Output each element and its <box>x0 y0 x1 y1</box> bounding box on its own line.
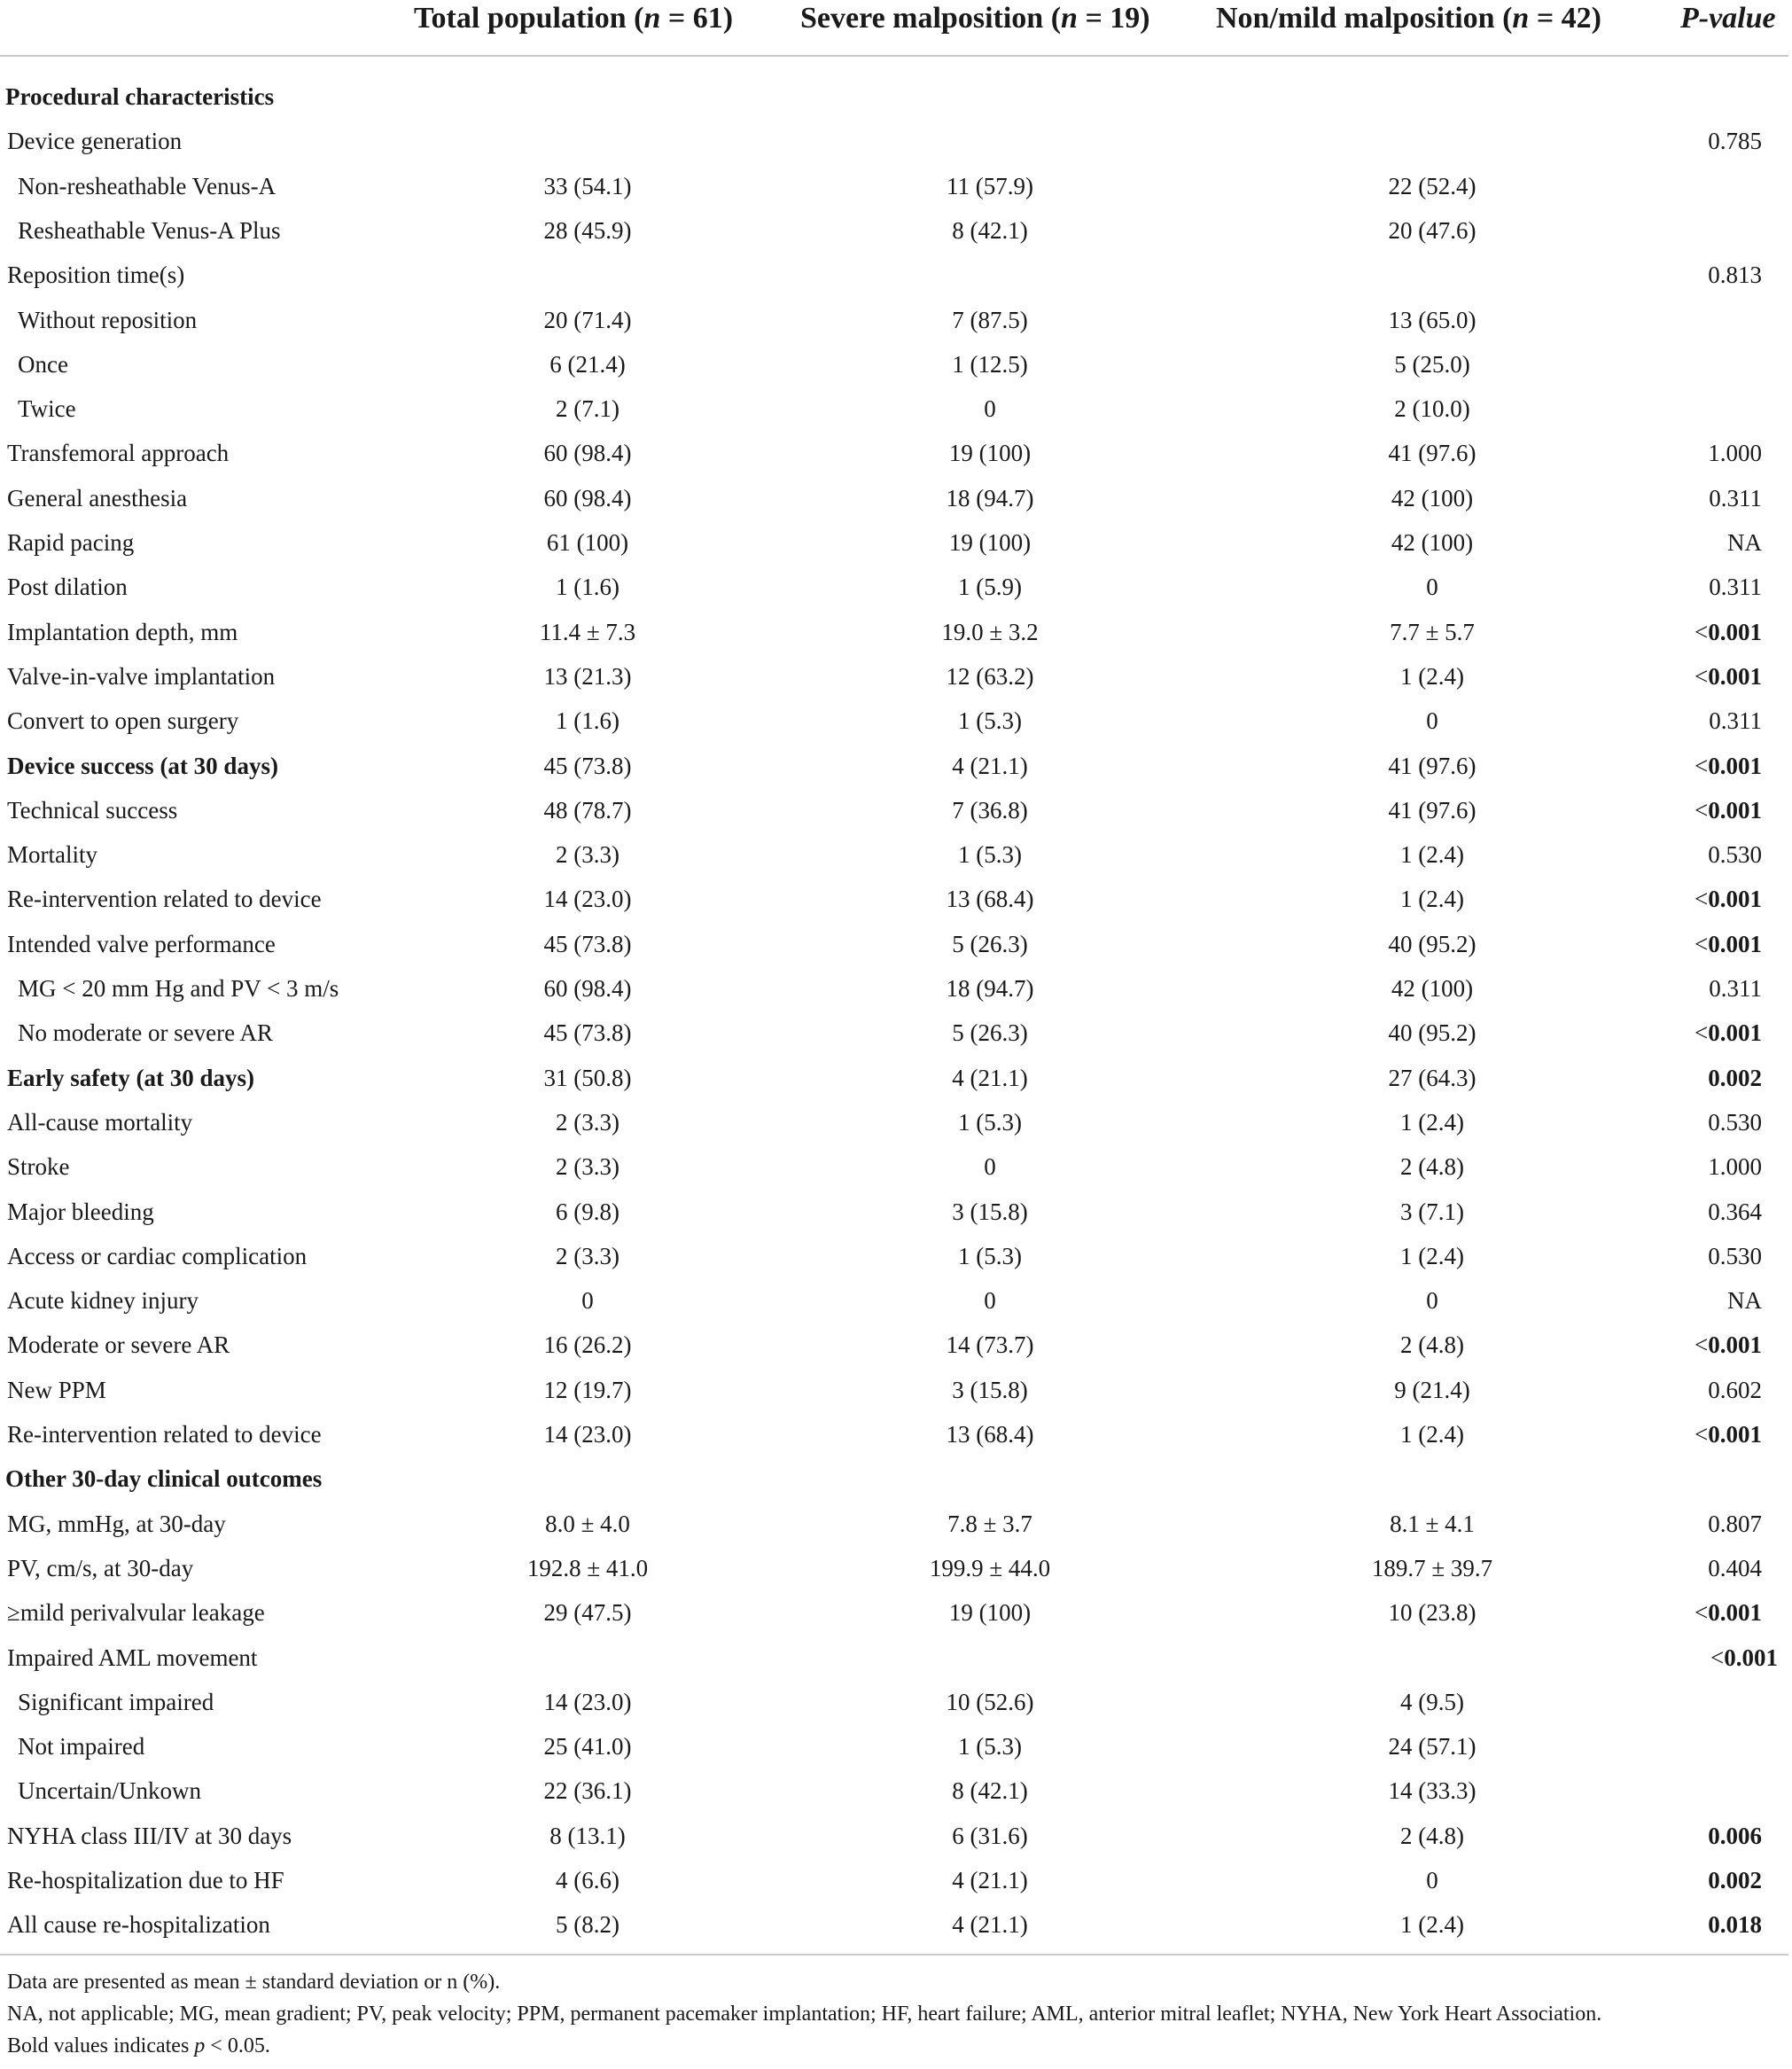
row-label: Re-intervention related to device <box>7 1421 322 1448</box>
p-value-number: 1.000 <box>1708 1153 1762 1181</box>
non-mild-malposition-cell: 0 <box>1426 574 1438 601</box>
total-population-cell: 25 (41.0) <box>543 1733 632 1761</box>
non-mild-malposition-cell: 1 (2.4) <box>1400 1911 1464 1939</box>
header-total-population: Total population (n = 61) <box>414 2 734 35</box>
total-population-cell: 4 (6.6) <box>556 1867 619 1893</box>
p-value-number: 0.002 <box>1708 1867 1762 1893</box>
severe-malposition-cell: 7 (36.8) <box>952 796 1028 824</box>
p-value-cell <box>1708 431 1762 475</box>
severe-malposition-cell: 12 (63.2) <box>946 662 1034 690</box>
p-value-prefix: < <box>1695 1331 1709 1359</box>
p-value-number: 0.001 <box>1708 752 1762 779</box>
non-mild-malposition-cell: 20 (47.6) <box>1388 216 1476 244</box>
severe-malposition-cell: 7 (87.5) <box>952 306 1028 333</box>
severe-malposition-cell: 19 (100) <box>948 440 1032 467</box>
p-value-cell <box>1695 744 1762 788</box>
row-label: Twice <box>18 395 76 423</box>
table-row <box>0 1768 1792 1813</box>
row-label: Uncertain/Unkown <box>18 1777 201 1805</box>
non-mild-malposition-cell: 1 (2.4) <box>1400 841 1464 869</box>
non-mild-malposition-cell: 4 (9.5) <box>1400 1688 1464 1715</box>
table-row <box>0 1412 1792 1456</box>
severe-malposition-cell: 4 (21.1) <box>952 1867 1028 1893</box>
total-population-cell: 14 (23.0) <box>543 1688 632 1715</box>
severe-malposition-cell: 3 (15.8) <box>952 1376 1028 1403</box>
p-value-cell <box>1695 610 1762 654</box>
non-mild-malposition-cell: 0 <box>1426 707 1438 735</box>
p-value-prefix: < <box>1695 930 1709 957</box>
total-population-cell: 2 (3.3) <box>556 1153 619 1181</box>
p-value-number: 0.364 <box>1708 1198 1762 1225</box>
p-value-cell <box>1708 1858 1762 1902</box>
severe-malposition-cell: 1 (5.3) <box>958 1108 1022 1136</box>
non-mild-malposition-cell: 5 (25.0) <box>1394 350 1470 378</box>
total-population-cell: 11.4 ± 7.3 <box>539 618 636 645</box>
total-population-cell: 60 (98.4) <box>543 484 632 511</box>
non-mild-malposition-cell: 2 (4.8) <box>1400 1331 1464 1359</box>
row-label: Impaired AML movement <box>7 1643 258 1671</box>
total-population-cell: 1 (1.6) <box>556 574 619 601</box>
row-label: All cause re-hospitalization <box>7 1911 270 1939</box>
total-population-cell: 31 (50.8) <box>543 1064 632 1091</box>
row-label: Post dilation <box>7 574 128 601</box>
row-label: MG < 20 mm Hg and PV < 3 m/s <box>18 975 339 1002</box>
total-population-cell: 61 (100) <box>546 529 629 556</box>
non-mild-malposition-cell: 1 (2.4) <box>1400 886 1464 913</box>
table-row <box>0 1858 1792 1902</box>
severe-malposition-cell: 1 (5.3) <box>958 1242 1022 1269</box>
row-label: Once <box>18 350 68 378</box>
table-row <box>0 298 1792 342</box>
p-value-number: 0.311 <box>1709 574 1762 601</box>
table-row <box>0 1636 1792 1680</box>
p-value-number: 0.018 <box>1708 1911 1762 1939</box>
severe-malposition-cell: 18 (94.7) <box>946 975 1034 1002</box>
table-row <box>0 1100 1792 1144</box>
table-row <box>0 1590 1792 1635</box>
row-label: ≥mild perivalvular leakage <box>7 1599 265 1627</box>
total-population-cell: 6 (21.4) <box>549 350 626 378</box>
non-mild-malposition-cell: 41 (97.6) <box>1388 796 1476 824</box>
total-population-cell: 5 (8.2) <box>556 1911 619 1939</box>
table-row <box>0 610 1792 654</box>
row-label: Device generation <box>7 128 183 155</box>
p-value-cell <box>1708 1190 1762 1234</box>
total-population-cell: 0 <box>581 1287 594 1315</box>
table-row <box>0 208 1792 253</box>
p-value-cell <box>1708 832 1762 877</box>
non-mild-malposition-cell: 2 (10.0) <box>1394 395 1470 423</box>
p-value-number: 0.001 <box>1708 618 1762 645</box>
p-value-cell <box>1695 654 1762 699</box>
row-label: Re-intervention related to device <box>7 886 322 913</box>
p-value-number: 0.001 <box>1708 1599 1762 1627</box>
p-value-cell <box>1708 1100 1762 1144</box>
non-mild-malposition-cell: 9 (21.4) <box>1394 1376 1470 1403</box>
total-population-cell: 1 (1.6) <box>556 707 619 735</box>
severe-malposition-cell: 7.8 ± 3.7 <box>947 1510 1032 1537</box>
table-row <box>0 119 1792 163</box>
total-population-cell: 45 (73.8) <box>543 930 632 957</box>
severe-malposition-cell: 19 (100) <box>948 1599 1032 1627</box>
header-p-value: P-value <box>1680 2 1776 35</box>
row-label: Early safety (at 30 days) <box>7 1064 254 1091</box>
row-label: Implantation depth, mm <box>7 618 238 645</box>
row-label: Transfemoral approach <box>7 440 230 467</box>
table-row <box>0 1190 1792 1234</box>
severe-malposition-cell: 8 (42.1) <box>952 1777 1028 1805</box>
table-row <box>0 1502 1792 1546</box>
p-value-cell <box>1709 565 1762 609</box>
row-label: Rapid pacing <box>7 529 135 556</box>
p-value-prefix: < <box>1695 662 1709 690</box>
footnote-bold-values: Bold values indicates p < 0.05. <box>7 2034 270 2057</box>
p-value-cell <box>1727 520 1762 565</box>
p-value-prefix: < <box>1710 1643 1725 1671</box>
p-value-cell <box>1708 1056 1762 1100</box>
p-value-prefix: < <box>1695 752 1709 779</box>
total-population-cell: 2 (7.1) <box>556 395 619 423</box>
total-population-cell: 13 (21.3) <box>543 662 632 690</box>
row-label: Technical success <box>7 796 178 824</box>
row-label: Procedural characteristics <box>5 83 275 110</box>
non-mild-malposition-cell: 10 (23.8) <box>1388 1599 1476 1627</box>
row-label: Mortality <box>7 841 97 869</box>
p-value-cell <box>1710 1636 1778 1680</box>
non-mild-malposition-cell: 27 (64.3) <box>1388 1064 1476 1091</box>
p-value-cell <box>1695 1412 1762 1456</box>
total-population-cell: 60 (98.4) <box>543 975 632 1002</box>
p-value-prefix: < <box>1695 796 1709 824</box>
severe-malposition-cell: 0 <box>984 395 996 423</box>
p-value-cell <box>1708 1234 1762 1278</box>
p-value-number: 0.530 <box>1708 841 1762 869</box>
p-value-number: 0.006 <box>1708 1822 1762 1849</box>
row-label: General anesthesia <box>7 484 188 511</box>
p-value-cell <box>1708 1902 1762 1947</box>
severe-malposition-cell: 0 <box>984 1287 996 1315</box>
non-mild-malposition-cell: 42 (100) <box>1391 975 1474 1002</box>
total-population-cell: 12 (19.7) <box>543 1376 632 1403</box>
p-value-cell <box>1695 1323 1762 1367</box>
severe-malposition-cell: 4 (21.1) <box>952 752 1028 779</box>
table-row <box>0 164 1792 208</box>
row-label: Non-resheathable Venus-A <box>18 172 277 199</box>
row-label: Acute kidney injury <box>7 1287 199 1315</box>
table-row <box>0 1144 1792 1189</box>
total-population-cell: 16 (26.2) <box>543 1331 632 1359</box>
row-label: Convert to open surgery <box>7 707 239 735</box>
header-severe-malposition: Severe malposition (n = 19) <box>800 2 1150 35</box>
table-row <box>0 520 1792 565</box>
table-row <box>0 476 1792 520</box>
severe-malposition-cell: 13 (68.4) <box>946 1421 1034 1448</box>
non-mild-malposition-cell: 24 (57.1) <box>1388 1733 1476 1761</box>
p-value-number: 0.785 <box>1708 128 1762 155</box>
p-value-number: 0.311 <box>1709 707 1762 735</box>
table-row <box>0 1278 1792 1323</box>
severe-malposition-cell: 199.9 ± 44.0 <box>929 1554 1051 1581</box>
non-mild-malposition-cell: 22 (52.4) <box>1388 172 1476 199</box>
p-value-number: 0.001 <box>1724 1643 1778 1671</box>
table-row <box>0 1814 1792 1858</box>
row-label: NYHA class III/IV at 30 days <box>7 1822 292 1849</box>
non-mild-malposition-cell: 13 (65.0) <box>1388 306 1476 333</box>
non-mild-malposition-cell: 14 (33.3) <box>1388 1777 1476 1805</box>
p-value-number: 0.602 <box>1708 1376 1762 1403</box>
total-population-cell: 28 (45.9) <box>543 216 632 244</box>
non-mild-malposition-cell: 0 <box>1426 1287 1438 1315</box>
footer-rule <box>0 1954 1788 1956</box>
severe-malposition-cell: 1 (5.9) <box>958 574 1022 601</box>
non-mild-malposition-cell: 7.7 ± 5.7 <box>1390 618 1475 645</box>
p-value-cell <box>1709 476 1762 520</box>
severe-malposition-cell: 13 (68.4) <box>946 886 1034 913</box>
p-value-cell <box>1708 1546 1762 1590</box>
row-label: Re-hospitalization due to HF <box>7 1867 284 1893</box>
total-population-cell: 14 (23.0) <box>543 886 632 913</box>
p-value-number: 0.813 <box>1708 262 1762 289</box>
p-value-cell <box>1727 1278 1762 1323</box>
table-row <box>0 342 1792 386</box>
severe-malposition-cell: 4 (21.1) <box>952 1911 1028 1939</box>
p-value-cell <box>1708 253 1762 297</box>
p-value-cell <box>1695 788 1762 832</box>
row-label: PV, cm/s, at 30-day <box>7 1554 194 1581</box>
table-row <box>0 431 1792 475</box>
p-value-prefix: < <box>1695 886 1709 913</box>
row-label: New PPM <box>7 1376 106 1403</box>
p-value-number: 0.001 <box>1708 1421 1762 1448</box>
total-population-cell: 14 (23.0) <box>543 1421 632 1448</box>
p-value-number: 0.001 <box>1708 1019 1762 1047</box>
non-mild-malposition-cell: 41 (97.6) <box>1388 440 1476 467</box>
total-population-cell: 48 (78.7) <box>543 796 632 824</box>
footnotes <box>7 1966 1601 2062</box>
row-label: Stroke <box>7 1153 70 1181</box>
table-row <box>0 1011 1792 1055</box>
table-row <box>0 744 1792 788</box>
table-row <box>0 788 1792 832</box>
severe-malposition-cell: 10 (52.6) <box>946 1688 1034 1715</box>
severe-malposition-cell: 18 (94.7) <box>946 484 1034 511</box>
row-label: Significant impaired <box>18 1688 214 1715</box>
p-value-cell <box>1709 966 1762 1011</box>
row-label: Major bleeding <box>7 1198 154 1225</box>
p-value-number: 0.001 <box>1708 930 1762 957</box>
table-row <box>0 922 1792 966</box>
row-label: Moderate or severe AR <box>7 1331 230 1359</box>
non-mild-malposition-cell: 3 (7.1) <box>1400 1198 1464 1225</box>
p-value-number: NA <box>1727 1287 1762 1315</box>
table-row <box>0 832 1792 877</box>
p-value-prefix: < <box>1695 1421 1709 1448</box>
severe-malposition-cell: 19.0 ± 3.2 <box>941 618 1039 645</box>
non-mild-malposition-cell: 40 (95.2) <box>1388 930 1476 957</box>
p-value-number: NA <box>1727 529 1762 556</box>
total-population-cell: 33 (54.1) <box>543 172 632 199</box>
p-value-number: 0.002 <box>1708 1064 1762 1091</box>
p-value-cell <box>1708 1502 1762 1546</box>
severe-malposition-cell: 5 (26.3) <box>952 930 1028 957</box>
row-label: Other 30-day clinical outcomes <box>5 1465 323 1493</box>
total-population-cell: 45 (73.8) <box>543 752 632 779</box>
severe-malposition-cell: 1 (12.5) <box>952 350 1028 378</box>
row-label: Access or cardiac complication <box>7 1242 308 1269</box>
non-mild-malposition-cell: 0 <box>1426 1867 1438 1893</box>
non-mild-malposition-cell: 1 (2.4) <box>1400 1242 1464 1269</box>
row-label: Reposition time(s) <box>7 262 185 289</box>
p-value-prefix: < <box>1695 618 1709 645</box>
total-population-cell: 192.8 ± 41.0 <box>526 1554 649 1581</box>
severe-malposition-cell: 11 (57.9) <box>947 172 1033 199</box>
p-value-number: 0.311 <box>1709 484 1762 511</box>
p-value-cell <box>1708 1368 1762 1412</box>
header-non-mild-malposition: Non/mild malposition (n = 42) <box>1216 2 1602 35</box>
table-row <box>0 253 1792 297</box>
total-population-cell: 6 (9.8) <box>556 1198 619 1225</box>
total-population-cell: 2 (3.3) <box>556 841 619 869</box>
p-value-number: 0.001 <box>1708 886 1762 913</box>
p-value-cell <box>1695 877 1762 921</box>
header-rule <box>0 55 1788 57</box>
p-value-cell <box>1708 119 1762 163</box>
section-header <box>0 74 1792 119</box>
table-row <box>0 699 1792 743</box>
row-label: Resheathable Venus-A Plus <box>18 216 281 244</box>
total-population-cell: 20 (71.4) <box>543 306 632 333</box>
p-value-number: 1.000 <box>1708 440 1762 467</box>
severe-malposition-cell: 6 (31.6) <box>952 1822 1028 1849</box>
table-row <box>0 877 1792 921</box>
row-label: MG, mmHg, at 30-day <box>7 1510 226 1537</box>
severe-malposition-cell: 1 (5.3) <box>958 1733 1022 1761</box>
non-mild-malposition-cell: 8.1 ± 4.1 <box>1390 1510 1475 1537</box>
severe-malposition-cell: 1 (5.3) <box>958 707 1022 735</box>
table-row <box>0 1056 1792 1100</box>
p-value-cell <box>1709 699 1762 743</box>
total-population-cell: 22 (36.1) <box>543 1777 632 1805</box>
non-mild-malposition-cell: 2 (4.8) <box>1400 1822 1464 1849</box>
row-label: Intended valve performance <box>7 930 276 957</box>
section-header <box>0 1456 1792 1501</box>
table-row <box>0 1323 1792 1367</box>
p-value-number: 0.530 <box>1708 1108 1762 1136</box>
non-mild-malposition-cell: 2 (4.8) <box>1400 1153 1464 1181</box>
table-row <box>0 386 1792 431</box>
p-value-cell <box>1695 1011 1762 1055</box>
footnote-abbreviations: NA, not applicable; MG, mean gradient; PV, peak velocity; PPM, permanent pacemaker implantation; HF, heart failure; AML, anterior mitral leaflet; NYHA, New York Heart Association. <box>7 2003 1602 2026</box>
row-label: Without reposition <box>18 306 198 333</box>
severe-malposition-cell: 5 (26.3) <box>952 1019 1028 1047</box>
table-row <box>0 966 1792 1011</box>
severe-malposition-cell: 19 (100) <box>948 529 1032 556</box>
non-mild-malposition-cell: 40 (95.2) <box>1388 1019 1476 1047</box>
non-mild-malposition-cell: 1 (2.4) <box>1400 662 1464 690</box>
table-row <box>0 1680 1792 1724</box>
total-population-cell: 2 (3.3) <box>556 1242 619 1269</box>
p-value-cell <box>1708 1144 1762 1189</box>
total-population-cell: 8 (13.1) <box>549 1822 626 1849</box>
p-value-number: 0.530 <box>1708 1242 1762 1269</box>
severe-malposition-cell: 3 (15.8) <box>952 1198 1028 1225</box>
p-value-number: 0.001 <box>1708 1331 1762 1359</box>
severe-malposition-cell: 1 (5.3) <box>958 841 1022 869</box>
non-mild-malposition-cell: 189.7 ± 39.7 <box>1371 1554 1493 1581</box>
severe-malposition-cell: 0 <box>984 1153 996 1181</box>
row-label: All-cause mortality <box>7 1108 193 1136</box>
p-value-cell <box>1695 922 1762 966</box>
non-mild-malposition-cell: 41 (97.6) <box>1388 752 1476 779</box>
row-label: Not impaired <box>18 1733 145 1761</box>
severe-malposition-cell: 8 (42.1) <box>952 216 1028 244</box>
total-population-cell: 60 (98.4) <box>543 440 632 467</box>
row-label: Device success (at 30 days) <box>7 752 278 779</box>
table-row <box>0 1546 1792 1590</box>
table-row <box>0 1724 1792 1768</box>
row-label: No moderate or severe AR <box>18 1019 273 1047</box>
severe-malposition-cell: 14 (73.7) <box>946 1331 1034 1359</box>
table-row <box>0 1902 1792 1947</box>
severe-malposition-cell: 4 (21.1) <box>952 1064 1028 1091</box>
non-mild-malposition-cell: 42 (100) <box>1391 529 1474 556</box>
table-row <box>0 1234 1792 1278</box>
table-row <box>0 1368 1792 1412</box>
p-value-number: 0.311 <box>1709 975 1762 1002</box>
p-value-number: 0.001 <box>1708 796 1762 824</box>
p-value-cell <box>1695 1590 1762 1635</box>
row-label: Valve-in-valve implantation <box>7 662 276 690</box>
total-population-cell: 29 (47.5) <box>543 1599 632 1627</box>
p-value-prefix: < <box>1695 1019 1709 1047</box>
p-value-number: 0.001 <box>1708 662 1762 690</box>
table-row <box>0 565 1792 609</box>
non-mild-malposition-cell: 1 (2.4) <box>1400 1421 1464 1448</box>
p-value-cell <box>1708 1814 1762 1858</box>
total-population-cell: 8.0 ± 4.0 <box>545 1510 630 1537</box>
p-value-prefix: < <box>1695 1599 1709 1627</box>
total-population-cell: 2 (3.3) <box>556 1108 619 1136</box>
non-mild-malposition-cell: 1 (2.4) <box>1400 1108 1464 1136</box>
footnote-data-presentation: Data are presented as mean ± standard deviation or n (%). <box>7 1971 501 1994</box>
p-value-number: 0.404 <box>1708 1554 1762 1581</box>
non-mild-malposition-cell: 42 (100) <box>1391 484 1474 511</box>
table-row <box>0 654 1792 699</box>
total-population-cell: 45 (73.8) <box>543 1019 632 1047</box>
p-value-number: 0.807 <box>1708 1510 1762 1537</box>
